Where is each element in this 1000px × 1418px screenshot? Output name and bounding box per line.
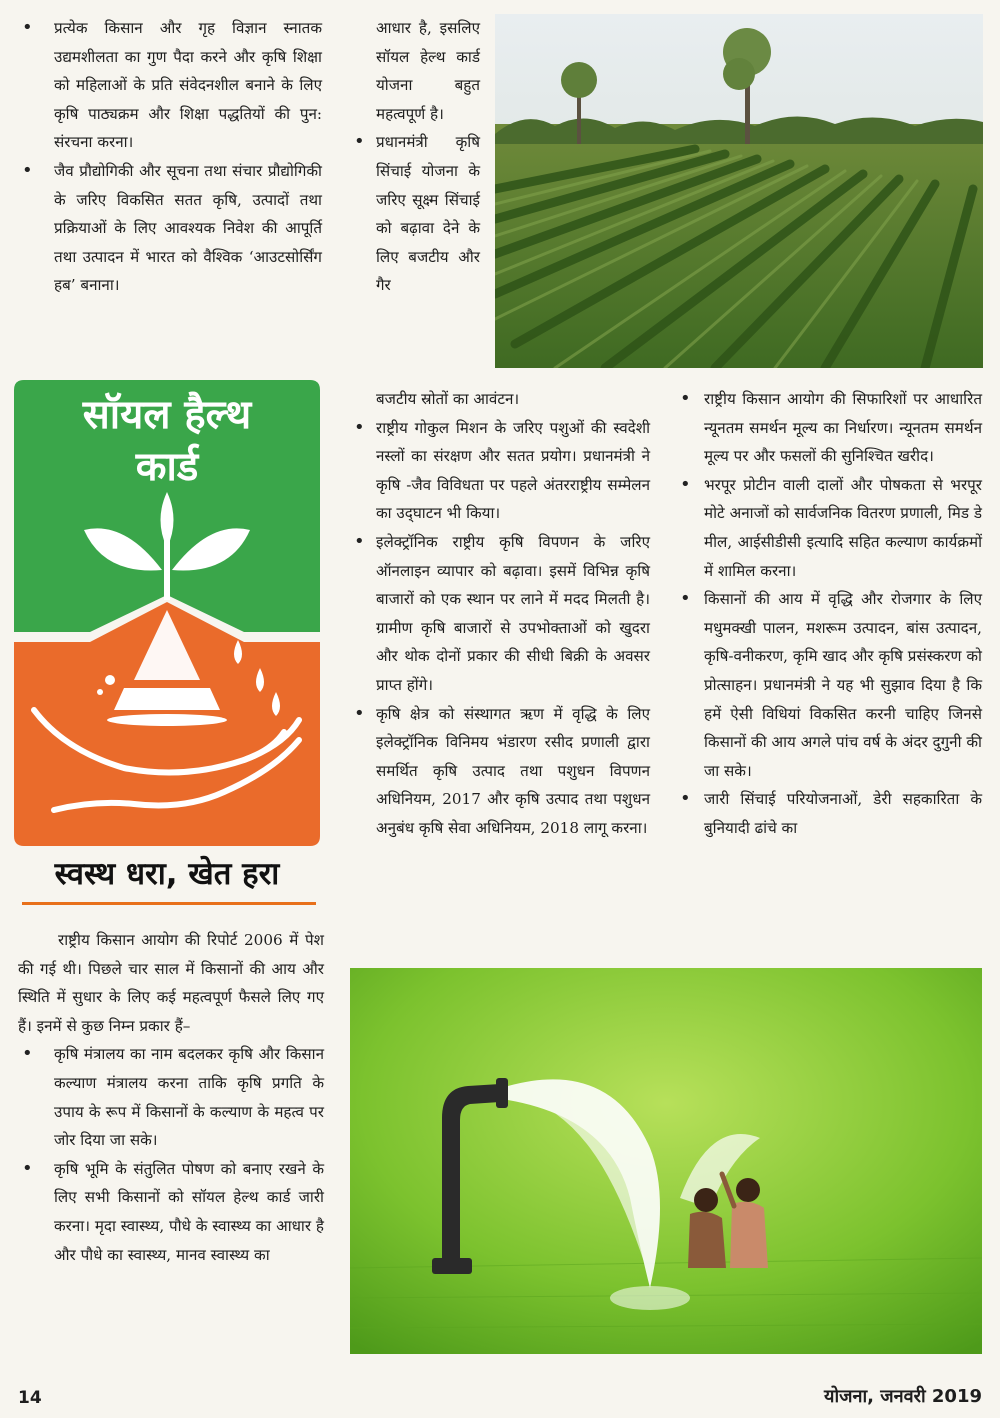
soil-health-card-emblem xyxy=(14,380,320,846)
intro-paragraph: राष्ट्रीय किसान आयोग की रिपोर्ट 2006 में पेश की गई थी। पिछले चार साल में किसानों की आय और स्थिति में सुधार के लिए कई महत्वपूर्ण फैसले लिए गए हैं। इनमें से कुछ निम्न प्रकार हैं– xyxy=(18,931,324,1035)
list-item: • भरपूर प्रोटीन वाली दालों और पोषकता से भरपूर मोटे अनाजों को सार्वजनिक वितरण प्रणाली, मिड डे मील, आईसीडीसी इत्यादि सहित कल्याण कार्यक्रमों में शामिल करना। xyxy=(676,471,982,585)
bullet-list xyxy=(676,385,982,843)
continuation-text: आधार है, इसलिए सॉयल हेल्थ कार्ड योजना बहुत महत्वपूर्ण है। xyxy=(376,19,480,123)
list-item: • जारी सिंचाई परियोजनाओं, डेरी सहकारिता के बुनियादी ढांचे का xyxy=(676,785,982,842)
crop-field-photo xyxy=(495,14,983,368)
soil-health-card-logo xyxy=(14,380,320,846)
bullet-list xyxy=(18,14,322,300)
bullet-list xyxy=(18,1040,324,1269)
logo-slogan: स्वस्थ धरा, खेत हरा xyxy=(54,856,280,892)
middle-top-column xyxy=(350,14,480,300)
slogan-underline xyxy=(22,902,316,905)
list-item: • जैव प्रौद्योगिकी और सूचना तथा संचार प्रौद्योगिकी के जरिए विकसित सतत कृषि, उत्पादों तथा प्रक्रियाओं के लिए आवश्यक निवेश की आपूर्ति तथा उत्पादन में भारत को वैश्विक ‘आउटसोर्सिंग हब’ बनाना। xyxy=(18,157,322,300)
logo-title-line1: सॉयल हैल्थ xyxy=(82,392,252,438)
magazine-issue: योजना, जनवरी 2019 xyxy=(824,1386,982,1407)
bullet-list xyxy=(350,414,650,843)
list-item: • राष्ट्रीय गोकुल मिशन के जरिए पशुओं की स्वदेशी नस्लों का संरक्षण और सतत प्रयोग। प्रधानमंत्री ने कृषि -जैव विविधता पर पहले अंतरराष्ट्रीय सम्मेलन का उद्‌घाटन भी किया। xyxy=(350,414,650,528)
right-column xyxy=(676,385,982,843)
list-item: • इलेक्ट्रॉनिक राष्ट्रीय कृषि विपणन के जरिए ऑनलाइन व्यापार को बढ़ावा। इसमें विभिन्न कृषि बाजारों को एक स्थान पर लाने में मदद मिलती है। ग्रामीण कृषि बाजारों से उपभोक्ताओं को खुदरा और थोक दोनों प्रकार की सीधी बिक्री के अवसर प्राप्त होंगे। xyxy=(350,528,650,700)
continuation-text: बजटीय स्रोतों का आवंटन। xyxy=(376,390,520,408)
list-item: • कृषि मंत्रालय का नाम बदलकर कृषि और किसान कल्याण मंत्रालय करना ताकि कृषि प्रगति के उपाय के रूप में किसानों के कल्याण के महत्व पर जोर दिया जा सके। xyxy=(18,1040,324,1154)
crop-field-illustration xyxy=(495,14,983,368)
list-item: • कृषि क्षेत्र को संस्थागत ऋण में वृद्धि के लिए इलेक्ट्रॉनिक विनिमय भंडारण रसीद प्रणाली द्वारा समर्थित कृषि उत्पाद तथा पशुधन विपणन अधिनियम, 2017 और कृषि उत्पाद तथा पशुधन अनुबंध कृषि सेवा अधिनियम, 2018 लागू करना। xyxy=(350,700,650,843)
middle-bottom-column xyxy=(350,385,650,843)
logo-title-line2: कार्ड xyxy=(135,444,199,490)
list-item: • प्रत्येक किसान और गृह विज्ञान स्नातक उद्यमशीलता का गुण पैदा करने और कृषि शिक्षा को महिलाओं के प्रति संवेदनशील बनाने के लिए कृषि पाठ्यक्रम और शिक्षा पद्धतियों की पुन: संरचना करना। xyxy=(18,14,322,157)
left-top-column xyxy=(18,14,322,300)
list-item: • किसानों की आय में वृद्धि और रोजगार के लिए मधुमक्खी पालन, मशरूम उत्पादन, बांस उत्पादन, कृषि-वनीकरण, कृमि खाद और कृषि प्रसंस्करण को प्रोत्साहन। प्रधानमंत्री ने यह भी सुझाव दिया है कि हमें ऐसी विधियां विकसित करनी चाहिए जिनसे किसानों की आय अगले पांच वर्ष के अंदर दुगुनी की जा सके। xyxy=(676,585,982,785)
list-item: • राष्ट्रीय किसान आयोग की सिफारिशों पर आधारित न्यूनतम समर्थन मूल्य का निर्धारण। न्यूनतम समर्थन मूल्य पर और फसलों की सुनिश्चित खरीद। xyxy=(676,385,982,471)
left-bottom-column xyxy=(18,926,324,1269)
page-number: 14 xyxy=(18,1388,42,1408)
list-item: • कृषि भूमि के संतुलित पोषण को बनाए रखने के लिए सभी किसानों को सॉयल हेल्थ कार्ड जारी करना। मृदा स्वास्थ्य, पौधे के स्वास्थ्य का आधार है और पौधे का स्वास्थ्य, मानव स्वास्थ्य का xyxy=(18,1155,324,1269)
bullet-list xyxy=(350,128,480,300)
irrigation-photo xyxy=(350,968,982,1354)
list-item: • प्रधानमंत्री कृषि सिंचाई योजना के जरिए सूक्ष्म सिंचाई को बढ़ावा देने के लिए बजटीय और गैर xyxy=(350,128,480,300)
irrigation-illustration xyxy=(350,968,982,1354)
